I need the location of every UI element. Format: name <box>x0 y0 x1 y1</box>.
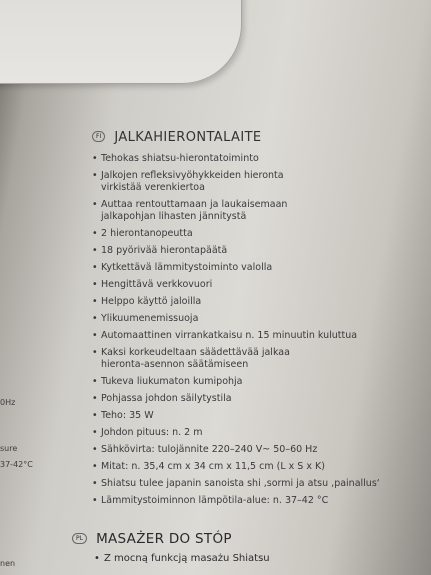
list-item: • Johdon pituus: n. 2 m <box>92 427 422 439</box>
product-image-panel <box>0 0 242 84</box>
list-item: • Kytkettävä lämmitystoiminto valolla <box>92 262 422 274</box>
list-item: • Hengittävä verkkovuori <box>92 279 422 291</box>
polish-feature-list <box>94 553 412 565</box>
list-item: • Pohjassa johdon säilytystila <box>92 393 422 405</box>
list-item: • Helppo käyttö jaloilla <box>92 296 422 308</box>
list-item: • 18 pyörivää hierontapäätä <box>92 245 422 257</box>
finnish-section <box>92 126 422 512</box>
list-item: • Tukeva liukumaton kumipohja <box>92 376 422 388</box>
polish-title: MASAŻER DO STÓP <box>96 531 232 547</box>
list-item: • Kaksi korkeudeltaan säädettävää jalkaa hieronta-asennon säätämiseen <box>92 347 316 371</box>
list-item: • Shiatsu tulee japanin sanoista shi ,sormi ja atsu ,painallus‘ <box>92 478 422 490</box>
margin-text-temp: 37-42°C <box>0 460 33 469</box>
list-item: • Z mocną funkcją masażu Shiatsu <box>94 553 412 565</box>
margin-text-sure: sure <box>0 444 18 453</box>
margin-text-nen: nen <box>0 559 16 568</box>
list-item: • Jalkojen refleksivyöhykkeiden hieronta virkistää verenkiertoa <box>92 170 316 194</box>
language-badge-fi: FI <box>92 131 105 142</box>
list-item: • Auttaa rentouttamaan ja laukaisemaan jalkapohjan lihasten jännitystä <box>92 199 326 223</box>
polish-heading <box>72 528 412 547</box>
list-item: • Sähkövirta: tulojännite 220–240 V~ 50–60 Hz <box>92 444 422 456</box>
list-item: • 2 hierontanopeutta <box>92 228 422 240</box>
polish-section <box>72 528 412 565</box>
list-item: • Mitat: n. 35,4 cm x 34 cm x 11,5 cm (L x S x K) <box>92 461 422 473</box>
finnish-title: JALKAHIERONTALAITE <box>114 130 262 145</box>
finnish-feature-list <box>92 153 422 507</box>
finnish-heading <box>92 126 422 145</box>
list-item: • Automaattinen virrankatkaisu n. 15 minuutin kuluttua <box>92 330 422 342</box>
margin-text-hz: 0Hz <box>0 398 16 407</box>
list-item: • Teho: 35 W <box>92 410 422 422</box>
list-item: • Lämmitystoiminnon lämpötila-alue: n. 37–42 °C <box>92 495 422 507</box>
list-item: • Tehokas shiatsu-hierontatoiminto <box>92 153 422 165</box>
list-item: • Ylikuumenemissuoja <box>92 313 422 325</box>
language-badge-pl: PL <box>72 533 87 544</box>
